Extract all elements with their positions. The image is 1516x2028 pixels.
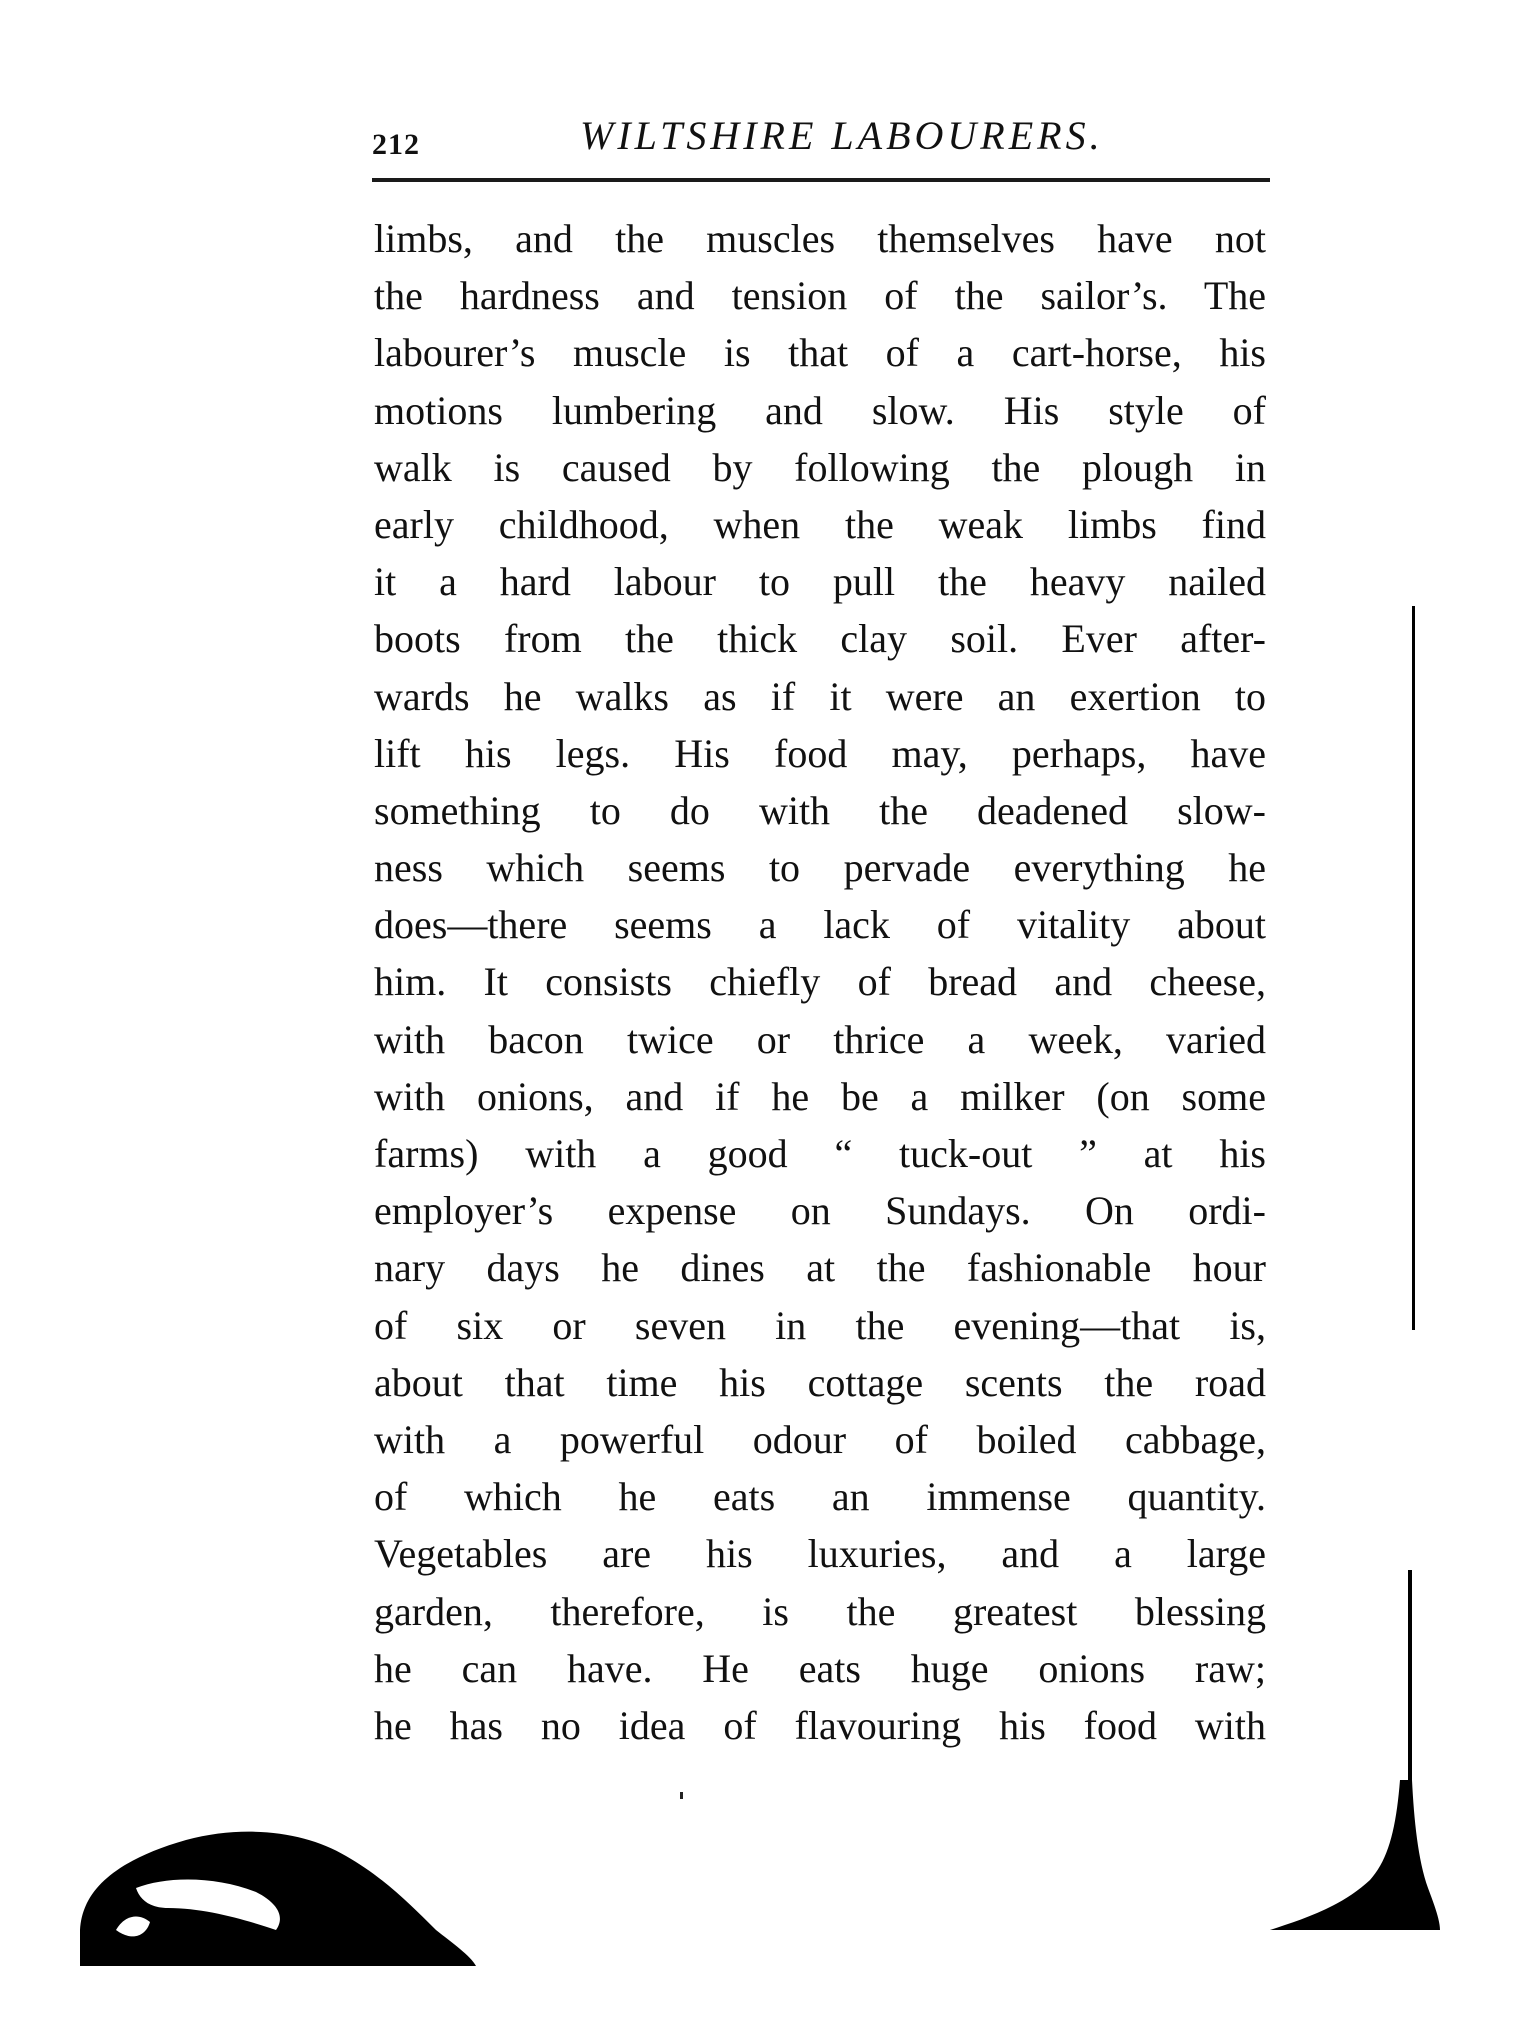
text-line: employer’s expense on Sundays. On ordi- <box>374 1188 1266 1234</box>
text-line: motions lumbering and slow. His style of <box>374 387 1266 433</box>
running-head: WILTSHIRE LABOURERS. <box>580 113 1104 158</box>
text-line: labourer’s muscle is that of a cart-horse, his <box>374 330 1266 376</box>
text-line: about that time his cottage scents the road <box>374 1359 1266 1405</box>
text-line: Vegetables are his luxuries, and a large <box>374 1531 1266 1577</box>
text-line: lift his legs. His food may, perhaps, have <box>374 730 1266 776</box>
text-line: limbs, and the muscles themselves have not <box>374 216 1266 261</box>
text-line: early childhood, when the weak limbs find <box>374 501 1266 547</box>
text-line: with onions, and if he be a milker (on some <box>374 1073 1266 1119</box>
text-line: he can have. He eats huge onions raw; <box>374 1645 1266 1691</box>
text-line: boots from the thick clay soil. Ever after- <box>374 616 1266 662</box>
text-line: him. It consists chiefly of bread and cheese, <box>374 959 1266 1005</box>
text-line: he has no idea of flavouring his food with <box>374 1702 1266 1748</box>
text-line: farms) with a good “ tuck-out ” at his <box>374 1131 1266 1176</box>
text-line: with a powerful odour of boiled cabbage, <box>374 1416 1266 1462</box>
text-line: the hardness and tension of the sailor’s. The <box>374 273 1266 319</box>
text-line: of which he eats an immense quantity. <box>374 1474 1266 1520</box>
text-line: ness which seems to pervade everything he <box>374 845 1266 891</box>
text-line: with bacon twice or thrice a week, varied <box>374 1016 1266 1062</box>
header-rule <box>372 178 1270 182</box>
text-line: something to do with the deadened slow- <box>374 787 1266 833</box>
text-line: garden, therefore, is the greatest blessing <box>374 1588 1266 1634</box>
text-line: of six or seven in the evening—that is, <box>374 1302 1266 1348</box>
text-line: does—there seems a lack of vitality about <box>374 902 1266 948</box>
ink-speck <box>680 1792 683 1799</box>
scan-shadow-left <box>76 1780 476 1966</box>
text-line: walk is caused by following the plough in <box>374 444 1266 490</box>
scan-margin-line <box>1412 606 1415 1330</box>
body-text <box>374 210 1266 1754</box>
text-line: nary days he dines at the fashionable hour <box>374 1245 1266 1291</box>
text-line: it a hard labour to pull the heavy nailed <box>374 559 1266 605</box>
text-line: wards he walks as if it were an exertion to <box>374 673 1266 719</box>
scan-shadow-right <box>1270 1780 1440 1950</box>
page-number: 212 <box>372 128 420 161</box>
